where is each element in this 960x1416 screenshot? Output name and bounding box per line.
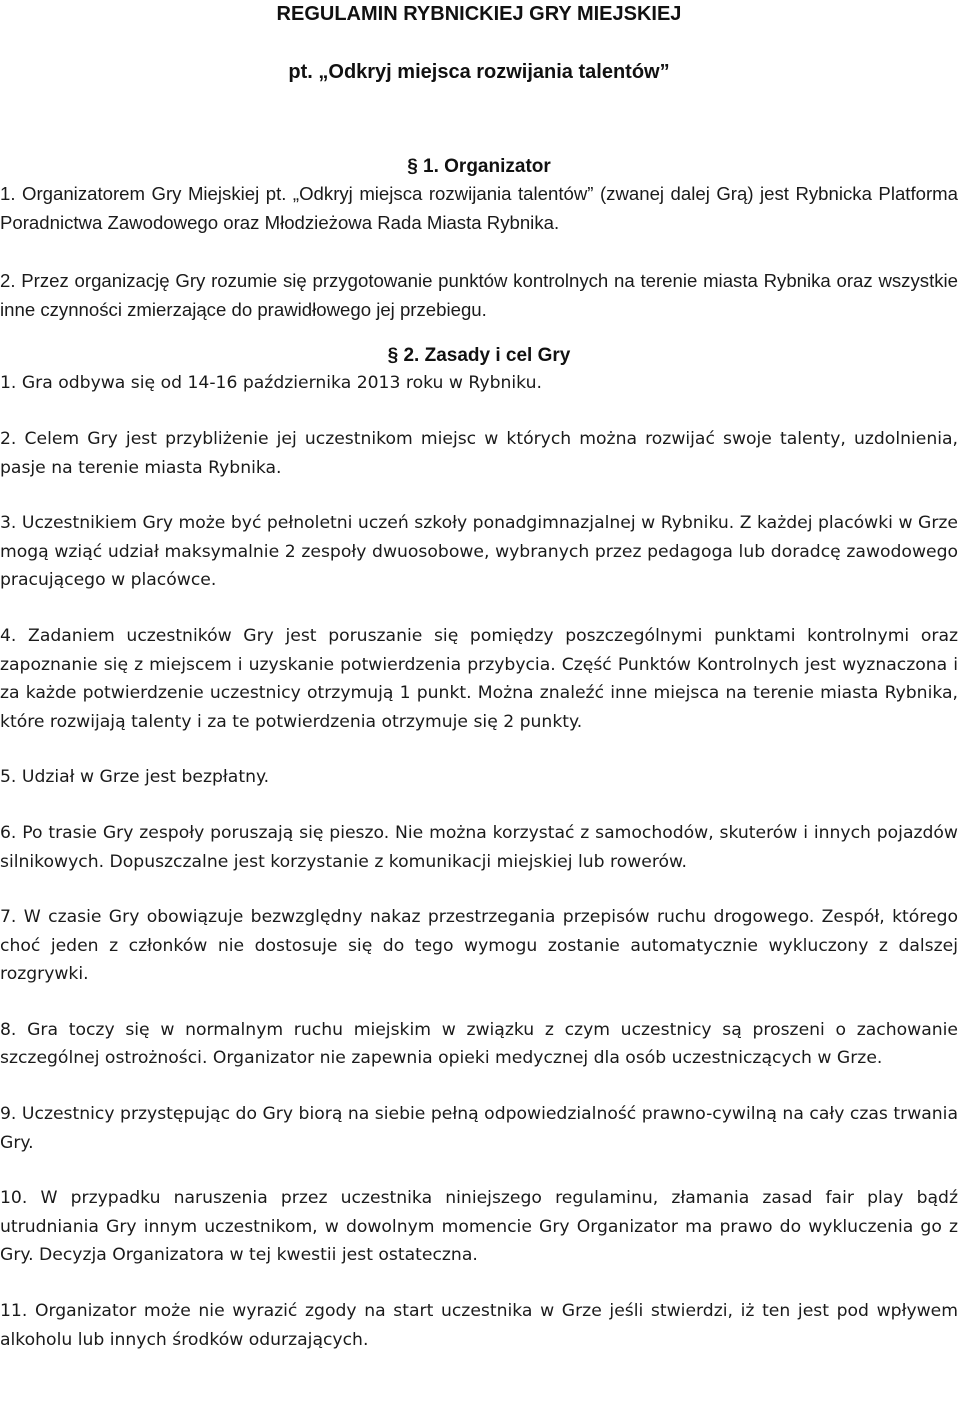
paragraph-1-2: 2. Przez organizację Gry rozumie się przygotowanie punktów kontrolnych na terenie miasta Rybnika oraz wszystkie inne czynności zmierzające do prawidłowego jej przebiegu. — [0, 270, 958, 320]
paragraph-2-7: 7. W czasie Gry obowiązuje bezwzględny nakaz przestrzegania przepisów ruchu drogowego. Zespół, którego choć jeden z członków nie dostosuje się do tego wymogu zostanie automatycznie wykluczony z dalszej rozgrywki. — [0, 907, 958, 985]
paragraph-2-4: 4. Zadaniem uczestników Gry jest poruszanie się pomiędzy poszczególnymi punktami kontrolnymi oraz zapoznanie się z miejscem i uzyskanie potwierdzenia przybycia. Część Punktów Kontrolnych jest wyznaczona i za każde potwierdzenie uczestnicy otrzymują 1 punkt. Można znaleźć inne miejsca na terenie miasta Rybnika, które rozwijają talenty i za te potwierdzenia otrzymuje się 2 punkty. — [0, 625, 958, 732]
paragraph-2-11: 11. Organizator może nie wyrazić zgody na start uczestnika w Grze jeśli stwierdzi, iż ten jest pod wpływem alkoholu lub innych środków odurzających. — [0, 1301, 958, 1350]
paragraph-2-10: 10. W przypadku naruszenia przez uczestnika niniejszego regulaminu, złamania zasad fair play bądź utrudniania Gry innym uczestnikom, w dowolnym momencie Gry Organizator ma prawo do wykluczenia go z Gry. Decyzja Organizatora w tej kwestii jest ostateczna. — [0, 1188, 958, 1266]
section-heading-organizer: § 1. Organizator — [407, 156, 551, 177]
section-heading-rules: § 2. Zasady i cel Gry — [387, 345, 571, 367]
paragraph-2-1: 1. Gra odbywa się od 14-16 października 2013 roku w Rybniku. — [0, 373, 542, 394]
paragraph-2-9: 9. Uczestnicy przystępując do Gry biorą na siebie pełną odpowiedzialność prawno-cywilną na cały czas trwania Gry. — [0, 1104, 958, 1153]
document-title: REGULAMIN RYBNICKIEJ GRY MIEJSKIEJ — [276, 3, 682, 25]
paragraph-2-3: 3. Uczestnikiem Gry może być pełnoletni uczeń szkoły ponadgimnazjalnej w Rybniku. Z każdej placówki w Grze mogą wziąć udział maksymalnie 2 zespoły dwuosobowe, wybranych przez pedagoga lub doradcę zawodowego pracującego w placówce. — [0, 513, 958, 591]
document-subtitle: pt. „Odkryj miejsca rozwijania talentów” — [288, 61, 670, 83]
paragraph-2-8: 8. Gra toczy się w normalnym ruchu miejskim w związku z czym uczestnicy są proszeni o zachowanie szczególnej ostrożności. Organizator nie zapewnia opieki medycznej dla osób uczestniczących w Grze. — [0, 1019, 958, 1069]
paragraph-1-1: 1. Organizatorem Gry Miejskiej pt. „Odkryj miejsca rozwijania talentów” (zwanej dalej Grą) jest Rybnicka Platforma Poradnictwa Zawodowego oraz Młodzieżowa Rada Miasta Rybnika. — [0, 183, 958, 233]
paragraph-2-5: 5. Udział w Grze jest bezpłatny. — [0, 767, 270, 788]
paragraph-2-6: 6. Po trasie Gry zespoły poruszają się pieszo. Nie można korzystać z samochodów, skuterów i innych pojazdów silnikowych. Dopuszczalne jest korzystanie z komunikacji miejskiej lub rowerów. — [0, 822, 958, 872]
paragraph-2-2: 2. Celem Gry jest przybliżenie jej uczestnikom miejsc w których można rozwijać swoje talenty, uzdolnienia, pasje na terenie miasta Rybnika. — [0, 428, 958, 478]
